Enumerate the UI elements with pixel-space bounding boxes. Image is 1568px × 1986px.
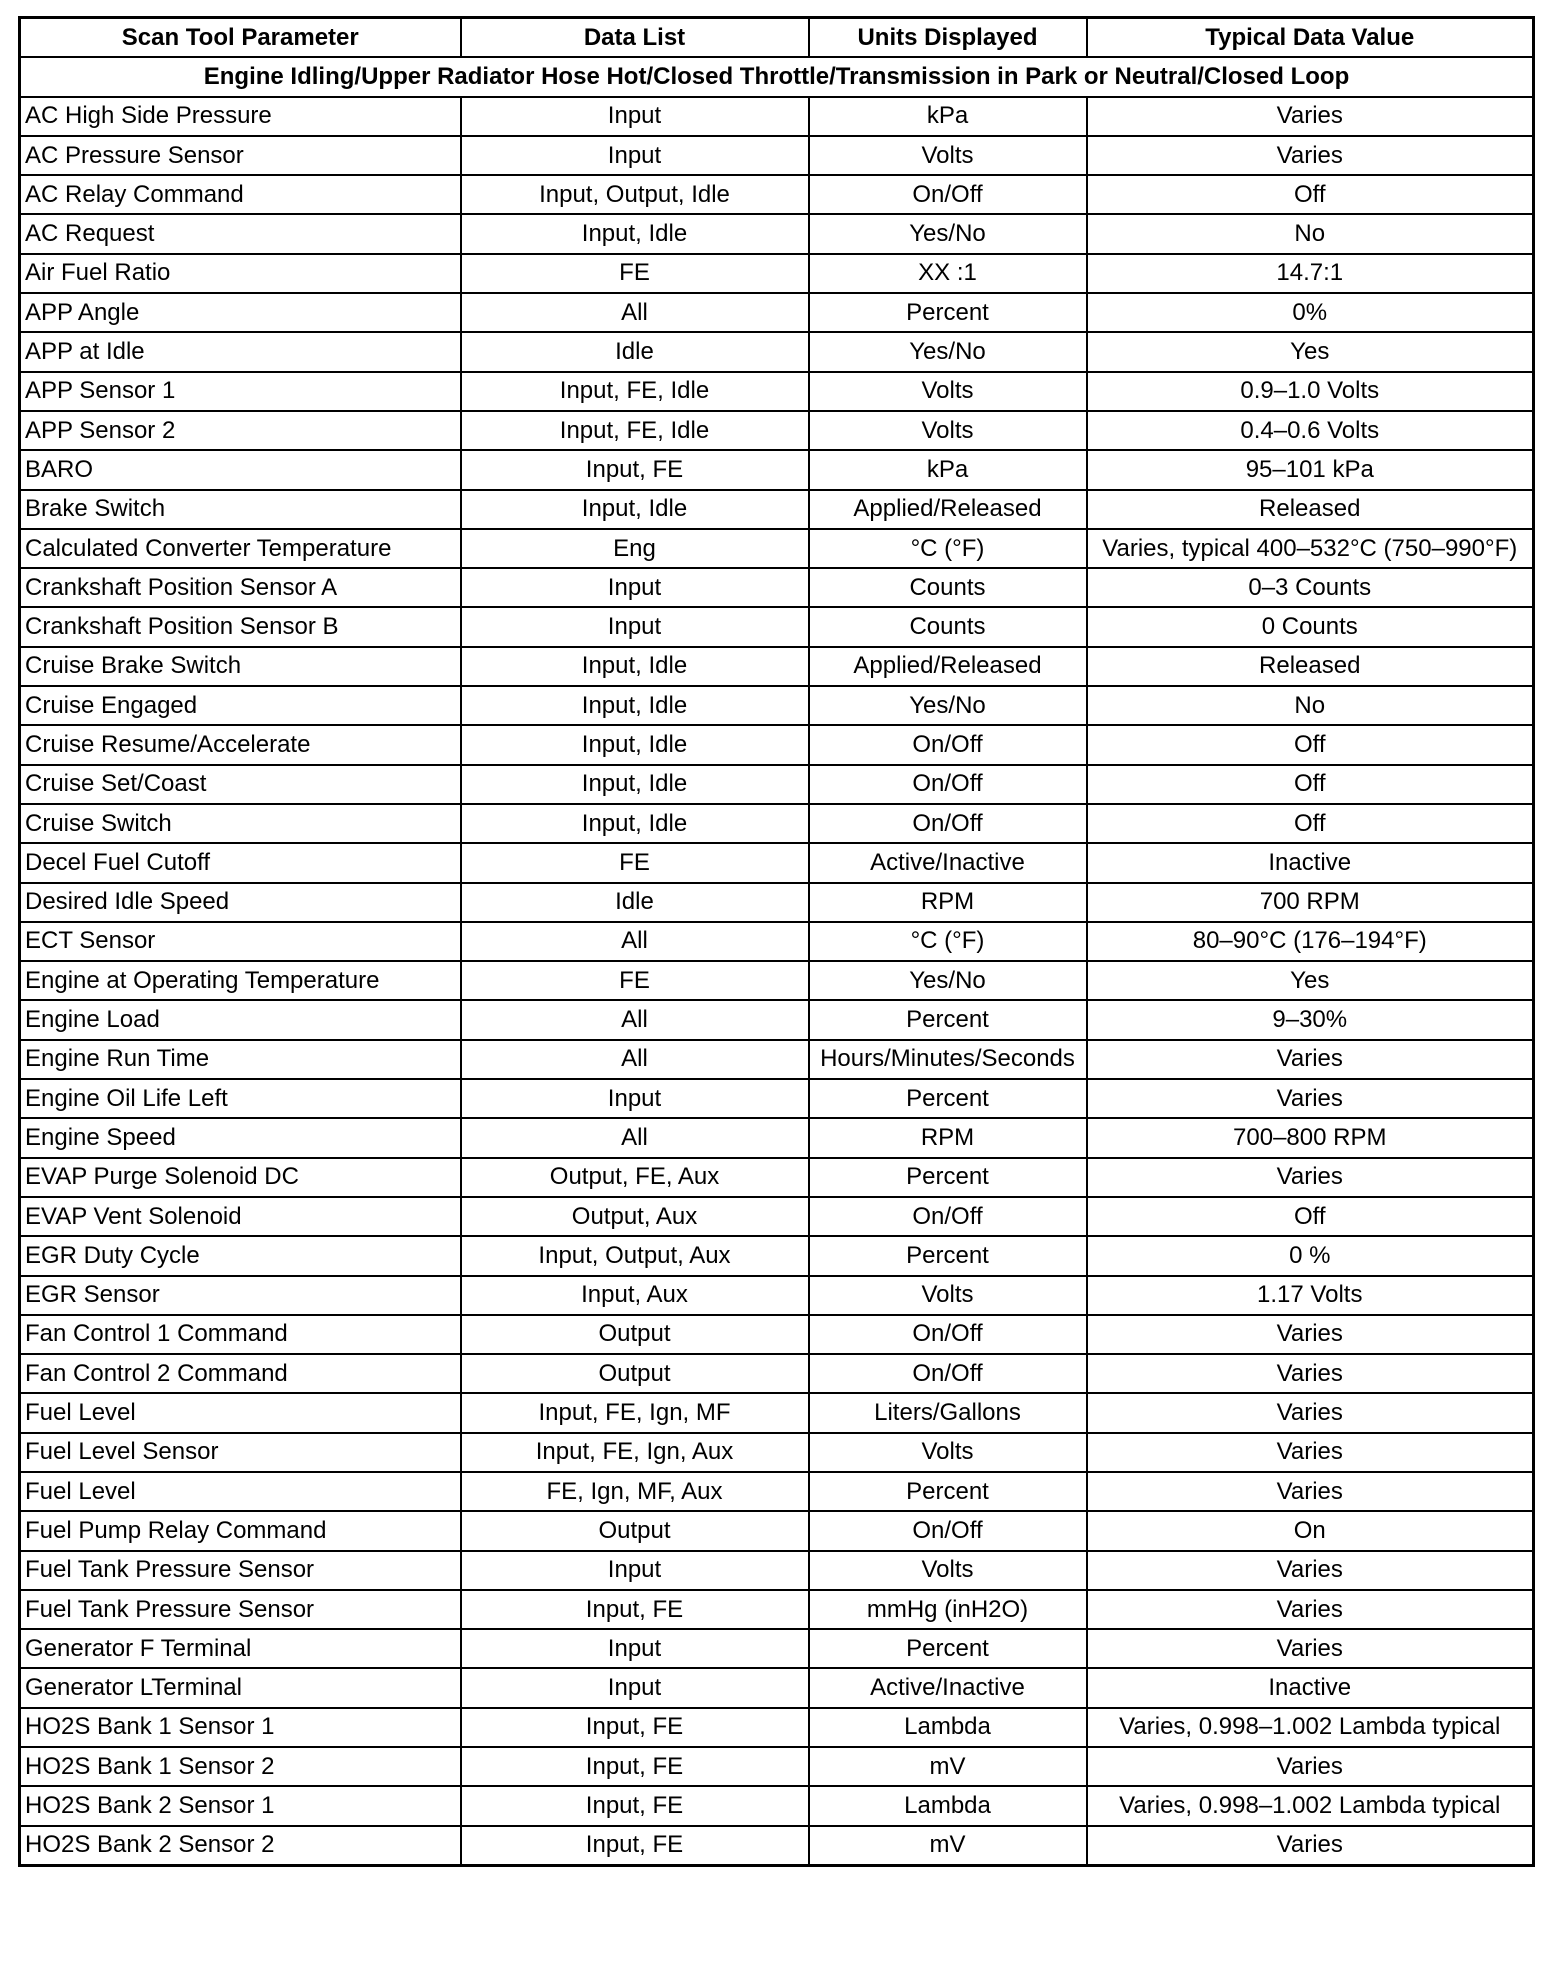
cell-units: Volts	[809, 136, 1087, 175]
cell-typical-value: Off	[1087, 725, 1534, 764]
cell-data-list: All	[461, 1040, 809, 1079]
cell-parameter: BARO	[20, 450, 461, 489]
cell-parameter: APP Sensor 2	[20, 411, 461, 450]
cell-parameter: Generator F Terminal	[20, 1629, 461, 1668]
cell-data-list: Idle	[461, 332, 809, 371]
table-row	[20, 136, 1534, 175]
cell-units: Hours/Minutes/Seconds	[809, 1040, 1087, 1079]
cell-typical-value: 0–3 Counts	[1087, 568, 1534, 607]
cell-units: kPa	[809, 97, 1087, 136]
header-units-displayed: Units Displayed	[809, 18, 1087, 58]
table-row	[20, 1786, 1534, 1825]
cell-parameter: Crankshaft Position Sensor B	[20, 607, 461, 646]
cell-typical-value: On	[1087, 1511, 1534, 1550]
cell-data-list: Input, FE, Idle	[461, 372, 809, 411]
cell-typical-value: Released	[1087, 490, 1534, 529]
cell-parameter: Fuel Level	[20, 1393, 461, 1432]
cell-typical-value: 0.9–1.0 Volts	[1087, 372, 1534, 411]
cell-units: On/Off	[809, 175, 1087, 214]
cell-data-list: Input, FE, Ign, MF	[461, 1393, 809, 1432]
table-row	[20, 765, 1534, 804]
cell-units: On/Off	[809, 1354, 1087, 1393]
cell-data-list: Input, FE, Ign, Aux	[461, 1433, 809, 1472]
header-data-list: Data List	[461, 18, 809, 58]
cell-units: °C (°F)	[809, 922, 1087, 961]
cell-units: Active/Inactive	[809, 1668, 1087, 1707]
cell-data-list: Input, FE	[461, 1747, 809, 1786]
cell-units: Percent	[809, 1472, 1087, 1511]
cell-data-list: Input, Output, Idle	[461, 175, 809, 214]
cell-parameter: Generator LTerminal	[20, 1668, 461, 1707]
cell-parameter: Fan Control 1 Command	[20, 1315, 461, 1354]
table-row	[20, 293, 1534, 332]
cell-typical-value: Varies	[1087, 1747, 1534, 1786]
cell-data-list: Input, FE	[461, 1826, 809, 1866]
cell-typical-value: 95–101 kPa	[1087, 450, 1534, 489]
table-row	[20, 490, 1534, 529]
table-row	[20, 1276, 1534, 1315]
cell-typical-value: Off	[1087, 804, 1534, 843]
cell-units: Applied/Released	[809, 647, 1087, 686]
cell-units: On/Off	[809, 1511, 1087, 1550]
cell-data-list: Output	[461, 1511, 809, 1550]
table-row	[20, 1393, 1534, 1432]
cell-data-list: FE	[461, 843, 809, 882]
cell-data-list: Input, FE	[461, 1708, 809, 1747]
table-row	[20, 686, 1534, 725]
cell-parameter: Engine at Operating Temperature	[20, 961, 461, 1000]
cell-units: mV	[809, 1747, 1087, 1786]
cell-units: On/Off	[809, 1197, 1087, 1236]
cell-parameter: AC High Side Pressure	[20, 97, 461, 136]
table-row	[20, 1158, 1534, 1197]
cell-data-list: Input, Output, Aux	[461, 1236, 809, 1275]
cell-typical-value: Varies, 0.998–1.002 Lambda typical	[1087, 1786, 1534, 1825]
cell-data-list: All	[461, 1118, 809, 1157]
cell-typical-value: 80–90°C (176–194°F)	[1087, 922, 1534, 961]
cell-parameter: AC Pressure Sensor	[20, 136, 461, 175]
cell-typical-value: Inactive	[1087, 1668, 1534, 1707]
cell-data-list: Eng	[461, 529, 809, 568]
cell-typical-value: No	[1087, 214, 1534, 253]
cell-parameter: HO2S Bank 1 Sensor 1	[20, 1708, 461, 1747]
cell-parameter: HO2S Bank 2 Sensor 2	[20, 1826, 461, 1866]
cell-typical-value: 0 Counts	[1087, 607, 1534, 646]
cell-units: Volts	[809, 372, 1087, 411]
cell-typical-value: 1.17 Volts	[1087, 1276, 1534, 1315]
cell-typical-value: Varies	[1087, 1354, 1534, 1393]
cell-data-list: Input, FE	[461, 450, 809, 489]
cell-units: On/Off	[809, 804, 1087, 843]
cell-data-list: Input	[461, 1079, 809, 1118]
cell-data-list: All	[461, 922, 809, 961]
cell-units: Yes/No	[809, 332, 1087, 371]
cell-typical-value: 0%	[1087, 293, 1534, 332]
table-row	[20, 1472, 1534, 1511]
cell-typical-value: 700–800 RPM	[1087, 1118, 1534, 1157]
cell-units: Lambda	[809, 1786, 1087, 1825]
table-row	[20, 1197, 1534, 1236]
cell-typical-value: Varies, typical 400–532°C (750–990°F)	[1087, 529, 1534, 568]
cell-units: mmHg (inH2O)	[809, 1590, 1087, 1629]
cell-parameter: Calculated Converter Temperature	[20, 529, 461, 568]
cell-data-list: Input	[461, 568, 809, 607]
cell-units: Percent	[809, 1236, 1087, 1275]
header-scan-tool-parameter: Scan Tool Parameter	[20, 18, 461, 58]
cell-data-list: Input, Idle	[461, 804, 809, 843]
cell-units: On/Off	[809, 1315, 1087, 1354]
header-row	[20, 18, 1534, 58]
cell-parameter: Decel Fuel Cutoff	[20, 843, 461, 882]
cell-data-list: All	[461, 293, 809, 332]
table-row	[20, 254, 1534, 293]
cell-typical-value: 0.4–0.6 Volts	[1087, 411, 1534, 450]
cell-data-list: Input, Idle	[461, 765, 809, 804]
table-row	[20, 607, 1534, 646]
cell-data-list: Output, FE, Aux	[461, 1158, 809, 1197]
cell-typical-value: Varies	[1087, 1629, 1534, 1668]
cell-parameter: Fuel Tank Pressure Sensor	[20, 1551, 461, 1590]
cell-data-list: Input, Idle	[461, 686, 809, 725]
cell-parameter: Engine Run Time	[20, 1040, 461, 1079]
cell-parameter: Cruise Set/Coast	[20, 765, 461, 804]
section-row	[20, 57, 1534, 96]
cell-typical-value: 700 RPM	[1087, 883, 1534, 922]
table-row	[20, 1040, 1534, 1079]
table-row	[20, 214, 1534, 253]
cell-typical-value: Varies	[1087, 1079, 1534, 1118]
table-row	[20, 961, 1534, 1000]
table-row	[20, 1668, 1534, 1707]
table-row	[20, 1826, 1534, 1866]
table-row	[20, 1079, 1534, 1118]
cell-data-list: Input	[461, 97, 809, 136]
cell-data-list: Input	[461, 1668, 809, 1707]
cell-parameter: APP Sensor 1	[20, 372, 461, 411]
cell-units: Percent	[809, 1158, 1087, 1197]
cell-typical-value: Off	[1087, 1197, 1534, 1236]
scan-tool-data-table	[18, 16, 1535, 1867]
cell-parameter: Cruise Engaged	[20, 686, 461, 725]
cell-parameter: Engine Oil Life Left	[20, 1079, 461, 1118]
cell-units: Percent	[809, 1000, 1087, 1039]
table-row	[20, 1433, 1534, 1472]
cell-units: Volts	[809, 411, 1087, 450]
cell-data-list: Input, FE	[461, 1786, 809, 1825]
table-row	[20, 1000, 1534, 1039]
cell-typical-value: Varies	[1087, 1472, 1534, 1511]
cell-units: Lambda	[809, 1708, 1087, 1747]
cell-units: mV	[809, 1826, 1087, 1866]
table-row	[20, 175, 1534, 214]
table-row	[20, 1551, 1534, 1590]
cell-data-list: Idle	[461, 883, 809, 922]
cell-units: Yes/No	[809, 961, 1087, 1000]
cell-units: Yes/No	[809, 214, 1087, 253]
cell-parameter: EVAP Purge Solenoid DC	[20, 1158, 461, 1197]
cell-units: XX :1	[809, 254, 1087, 293]
cell-units: Counts	[809, 568, 1087, 607]
table-row	[20, 843, 1534, 882]
table-row	[20, 1747, 1534, 1786]
cell-units: Yes/No	[809, 686, 1087, 725]
table-row	[20, 332, 1534, 371]
table-row	[20, 1118, 1534, 1157]
cell-data-list: Input, Idle	[461, 214, 809, 253]
cell-parameter: EVAP Vent Solenoid	[20, 1197, 461, 1236]
cell-units: RPM	[809, 883, 1087, 922]
cell-data-list: Input, Idle	[461, 647, 809, 686]
cell-units: Volts	[809, 1433, 1087, 1472]
cell-typical-value: Inactive	[1087, 843, 1534, 882]
cell-parameter: Cruise Resume/Accelerate	[20, 725, 461, 764]
table-row	[20, 804, 1534, 843]
table-row	[20, 1629, 1534, 1668]
cell-units: On/Off	[809, 765, 1087, 804]
cell-parameter: Crankshaft Position Sensor A	[20, 568, 461, 607]
table-row	[20, 450, 1534, 489]
table-row	[20, 1354, 1534, 1393]
cell-typical-value: Yes	[1087, 332, 1534, 371]
cell-data-list: Input	[461, 1629, 809, 1668]
cell-typical-value: Varies	[1087, 1393, 1534, 1432]
table-row	[20, 1315, 1534, 1354]
cell-data-list: Input	[461, 136, 809, 175]
cell-parameter: Fuel Level Sensor	[20, 1433, 461, 1472]
cell-typical-value: No	[1087, 686, 1534, 725]
cell-units: kPa	[809, 450, 1087, 489]
cell-parameter: Engine Speed	[20, 1118, 461, 1157]
table-row	[20, 883, 1534, 922]
cell-data-list: Output, Aux	[461, 1197, 809, 1236]
table-row	[20, 647, 1534, 686]
cell-data-list: All	[461, 1000, 809, 1039]
cell-data-list: Output	[461, 1354, 809, 1393]
cell-parameter: Brake Switch	[20, 490, 461, 529]
table-row	[20, 1708, 1534, 1747]
cell-typical-value: 9–30%	[1087, 1000, 1534, 1039]
cell-typical-value: Varies	[1087, 1158, 1534, 1197]
cell-units: Volts	[809, 1551, 1087, 1590]
cell-parameter: EGR Duty Cycle	[20, 1236, 461, 1275]
cell-parameter: AC Request	[20, 214, 461, 253]
cell-parameter: AC Relay Command	[20, 175, 461, 214]
cell-units: Active/Inactive	[809, 843, 1087, 882]
cell-units: Applied/Released	[809, 490, 1087, 529]
cell-data-list: Input, FE, Idle	[461, 411, 809, 450]
cell-units: Percent	[809, 1079, 1087, 1118]
table-row	[20, 372, 1534, 411]
cell-typical-value: Yes	[1087, 961, 1534, 1000]
cell-typical-value: Varies	[1087, 1590, 1534, 1629]
cell-parameter: HO2S Bank 1 Sensor 2	[20, 1747, 461, 1786]
cell-units: Counts	[809, 607, 1087, 646]
cell-data-list: Input	[461, 607, 809, 646]
cell-parameter: HO2S Bank 2 Sensor 1	[20, 1786, 461, 1825]
cell-typical-value: Varies	[1087, 136, 1534, 175]
cell-data-list: Input, Idle	[461, 725, 809, 764]
cell-typical-value: 14.7:1	[1087, 254, 1534, 293]
table-row	[20, 568, 1534, 607]
cell-parameter: Fan Control 2 Command	[20, 1354, 461, 1393]
table-row	[20, 725, 1534, 764]
table-row	[20, 1511, 1534, 1550]
table-row	[20, 529, 1534, 568]
cell-units: Liters/Gallons	[809, 1393, 1087, 1432]
cell-data-list: FE	[461, 961, 809, 1000]
cell-parameter: Engine Load	[20, 1000, 461, 1039]
cell-parameter: Fuel Tank Pressure Sensor	[20, 1590, 461, 1629]
cell-typical-value: Off	[1087, 175, 1534, 214]
table-row	[20, 1236, 1534, 1275]
cell-typical-value: Varies	[1087, 1433, 1534, 1472]
cell-typical-value: Varies	[1087, 1551, 1534, 1590]
table-row	[20, 97, 1534, 136]
cell-parameter: APP Angle	[20, 293, 461, 332]
table-body	[20, 57, 1534, 1865]
cell-typical-value: 0 %	[1087, 1236, 1534, 1275]
cell-parameter: Desired Idle Speed	[20, 883, 461, 922]
cell-parameter: Cruise Brake Switch	[20, 647, 461, 686]
cell-parameter: Fuel Level	[20, 1472, 461, 1511]
cell-units: Percent	[809, 1629, 1087, 1668]
table-row	[20, 411, 1534, 450]
cell-data-list: FE	[461, 254, 809, 293]
cell-units: Percent	[809, 293, 1087, 332]
cell-data-list: Input, Idle	[461, 490, 809, 529]
cell-units: On/Off	[809, 725, 1087, 764]
header-typical-data-value: Typical Data Value	[1087, 18, 1534, 58]
cell-typical-value: Off	[1087, 765, 1534, 804]
cell-data-list: Input	[461, 1551, 809, 1590]
cell-data-list: Output	[461, 1315, 809, 1354]
cell-parameter: APP at Idle	[20, 332, 461, 371]
cell-data-list: Input, FE	[461, 1590, 809, 1629]
cell-units: Volts	[809, 1276, 1087, 1315]
cell-typical-value: Varies	[1087, 1040, 1534, 1079]
cell-data-list: FE, Ign, MF, Aux	[461, 1472, 809, 1511]
cell-parameter: Cruise Switch	[20, 804, 461, 843]
cell-typical-value: Varies, 0.998–1.002 Lambda typical	[1087, 1708, 1534, 1747]
cell-typical-value: Varies	[1087, 1826, 1534, 1866]
cell-typical-value: Released	[1087, 647, 1534, 686]
table-row	[20, 1590, 1534, 1629]
cell-typical-value: Varies	[1087, 1315, 1534, 1354]
cell-data-list: Input, Aux	[461, 1276, 809, 1315]
section-title: Engine Idling/Upper Radiator Hose Hot/Closed Throttle/Transmission in Park or Neutral/Closed Loop	[20, 57, 1534, 96]
cell-units: RPM	[809, 1118, 1087, 1157]
cell-parameter: Fuel Pump Relay Command	[20, 1511, 461, 1550]
table-row	[20, 922, 1534, 961]
cell-units: °C (°F)	[809, 529, 1087, 568]
cell-parameter: EGR Sensor	[20, 1276, 461, 1315]
cell-parameter: Air Fuel Ratio	[20, 254, 461, 293]
cell-parameter: ECT Sensor	[20, 922, 461, 961]
cell-typical-value: Varies	[1087, 97, 1534, 136]
